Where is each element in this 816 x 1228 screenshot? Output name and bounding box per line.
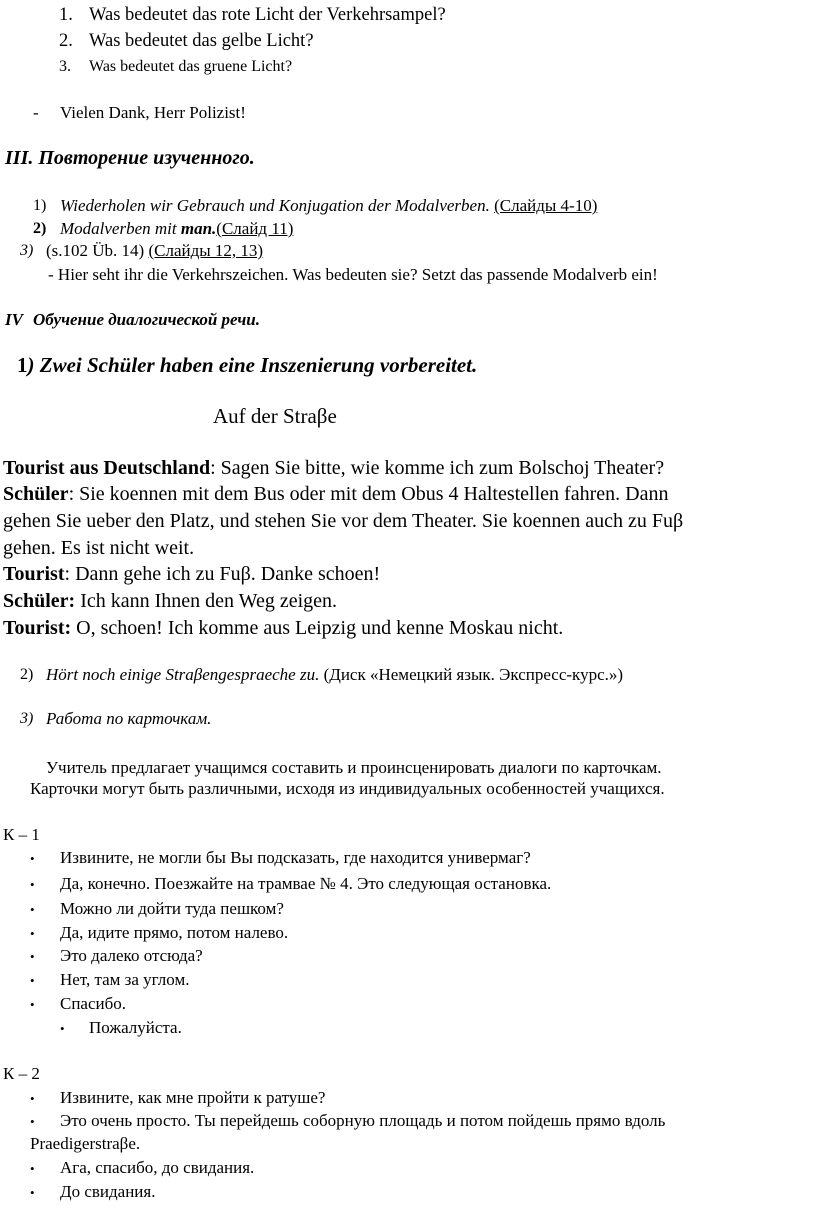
dialog-text-2: Sie koennen mit dem Bus oder mit dem Obus 4 Haltestellen fahren. Dann — [74, 483, 669, 505]
sub3-num: 3) — [20, 710, 34, 727]
slide-11-link[interactable]: (Слайд 11) — [216, 219, 294, 238]
dialog-text-3: Dann gehe ich zu Fuβ. Danke schoen! — [70, 563, 381, 585]
sub1-text: ) Zwei Schüler haben eine Inszenierung vorbereitet. — [27, 353, 478, 377]
list-num-3: 3. — [59, 58, 71, 75]
card-2-label: К – 2 — [3, 1064, 40, 1083]
speaker-schueler-2: Schüler: — [3, 590, 76, 612]
card-1-item-2: Да, конечно. Поезжайте на трамвае № 4. Это следующая остановка. — [60, 874, 552, 893]
bullet-icon: • — [30, 851, 35, 866]
card-2-item-3: Ага, спасибо, до свидания. — [60, 1158, 255, 1177]
section-3-item-1 — [60, 196, 597, 216]
bullet-icon: • — [30, 997, 35, 1012]
dialog-line-1 — [3, 457, 664, 480]
dialog-text-1: Sagen Sie bitte, wie komme ich zum Bolschoj Theater? — [215, 457, 665, 479]
card-1-item-7: Спасибо. — [60, 994, 127, 1013]
question-3: Was bedeutet das gruene Licht? — [89, 58, 293, 75]
thanks-line: Vielen Dank, Herr Polizist! — [60, 103, 246, 122]
bullet-icon: • — [60, 1021, 65, 1036]
sub2-italic: Hört noch einige Straβengespraeche zu. — [46, 665, 320, 684]
section-4-num: IV — [5, 310, 23, 329]
dialog-line-2c: gehen. Es ist nicht weit. — [3, 537, 195, 559]
section-4-heading: Обучение диалогической речи. — [33, 310, 260, 329]
section-3-heading: III. Повторение изученного. — [5, 147, 255, 169]
teacher-line-2: Карточки могут быть различными, исходя из индивидуальных особенностей учащихся. — [30, 779, 665, 798]
card-1-label: К – 1 — [3, 825, 40, 844]
bullet-icon: • — [30, 973, 35, 988]
slides-12-13-link[interactable]: (Слайды 12, 13) — [148, 241, 264, 260]
item-3-text: (s.102 Üb. 14) — [46, 241, 145, 260]
sub3-text: Работа по карточкам. — [46, 709, 212, 728]
card-1-item-4: Да, идите прямо, потом налево. — [60, 923, 289, 942]
list-num-1: 1. — [59, 5, 73, 25]
bullet-icon: • — [30, 1114, 35, 1129]
dialog-line-5 — [3, 617, 563, 640]
card-1-item-8: Пожалуйста. — [89, 1018, 182, 1037]
list-num-2: 2. — [59, 31, 73, 51]
dialog-line-3 — [3, 563, 380, 586]
item-2-bold-word: man. — [180, 219, 217, 238]
sep-2: : — [68, 483, 75, 505]
section-3-item-3-num: 3) — [20, 242, 34, 259]
teacher-line-1: Учитель предлагает учащимся составить и проинсценировать диалоги по карточкам. — [46, 758, 662, 777]
dialog-line-2 — [3, 483, 668, 506]
dialog-text-5: O, schoen! Ich komme aus Leipzig und kenne Moskau nicht. — [71, 617, 564, 639]
section-4-sub1 — [17, 353, 477, 378]
card-2-item-2-cont: Praedigerstraβe. — [30, 1134, 141, 1153]
question-2: Was bedeutet das gelbe Licht? — [89, 31, 314, 51]
sub2-disk: (Диск «Немецкий язык. Экспресс-курс.») — [319, 665, 624, 684]
item-1-text: Wiederholen wir Gebrauch und Konjugation der Modalverben. — [60, 196, 490, 215]
sep-1: : — [210, 457, 216, 479]
bullet-icon: • — [30, 1185, 35, 1200]
slides-4-10-link[interactable]: (Слайды 4-10) — [494, 196, 598, 215]
card-1-item-6: Нет, там за углом. — [60, 970, 190, 989]
section-3-task: - Hier seht ihr die Verkehrszeichen. Was bedeuten sie? Setzt das passende Modalverb ein! — [48, 265, 658, 284]
sub2-num: 2) — [20, 666, 34, 683]
section-3-item-2-num: 2) — [33, 220, 47, 237]
item-2-text: Modalverben mit — [60, 219, 181, 238]
dialog-line-2b: gehen Sie ueber den Platz, und stehen Sie vor dem Theater. Sie koennen auch zu Fuβ — [3, 510, 684, 532]
bullet-icon: • — [30, 902, 35, 917]
speaker-tourist-3: Tourist: — [3, 617, 72, 639]
bullet-icon: • — [30, 1091, 35, 1106]
section-3-item-1-num: 1) — [33, 197, 47, 214]
section-3-item-3 — [46, 241, 263, 261]
bullet-icon: • — [30, 1161, 35, 1176]
dialog-line-4 — [3, 590, 337, 613]
sub1-num: 1 — [17, 353, 28, 377]
sep-3: : — [64, 563, 71, 585]
speaker-tourist-de: Tourist aus Deutschland — [3, 457, 211, 479]
section-3-item-2 — [60, 219, 293, 239]
dialog-text-4: Ich kann Ihnen den Weg zeigen. — [75, 590, 338, 612]
card-1-item-3: Можно ли дойти туда пешком? — [60, 899, 284, 918]
thanks-dash: - — [33, 103, 39, 122]
speaker-tourist-2: Tourist — [3, 563, 65, 585]
card-2-item-4: До свидания. — [60, 1182, 156, 1201]
card-2-item-1: Извините, как мне пройти к ратуше? — [60, 1088, 326, 1107]
bullet-icon: • — [30, 877, 35, 892]
bullet-icon: • — [30, 926, 35, 941]
card-2-item-2: Это очень просто. Ты перейдешь соборную площадь и потом пойдешь прямо вдоль — [60, 1111, 666, 1130]
speaker-schueler-1: Schüler — [3, 483, 69, 505]
card-1-item-5: Это далеко отсюда? — [60, 946, 203, 965]
question-1: Was bedeutet das rote Licht der Verkehrsampel? — [89, 5, 446, 25]
sub2-line — [46, 665, 623, 685]
card-1-item-1: Извините, не могли бы Вы подсказать, где находится универмаг? — [60, 848, 531, 867]
bullet-icon: • — [30, 949, 35, 964]
dialog-title: Auf der Straβe — [213, 404, 337, 428]
